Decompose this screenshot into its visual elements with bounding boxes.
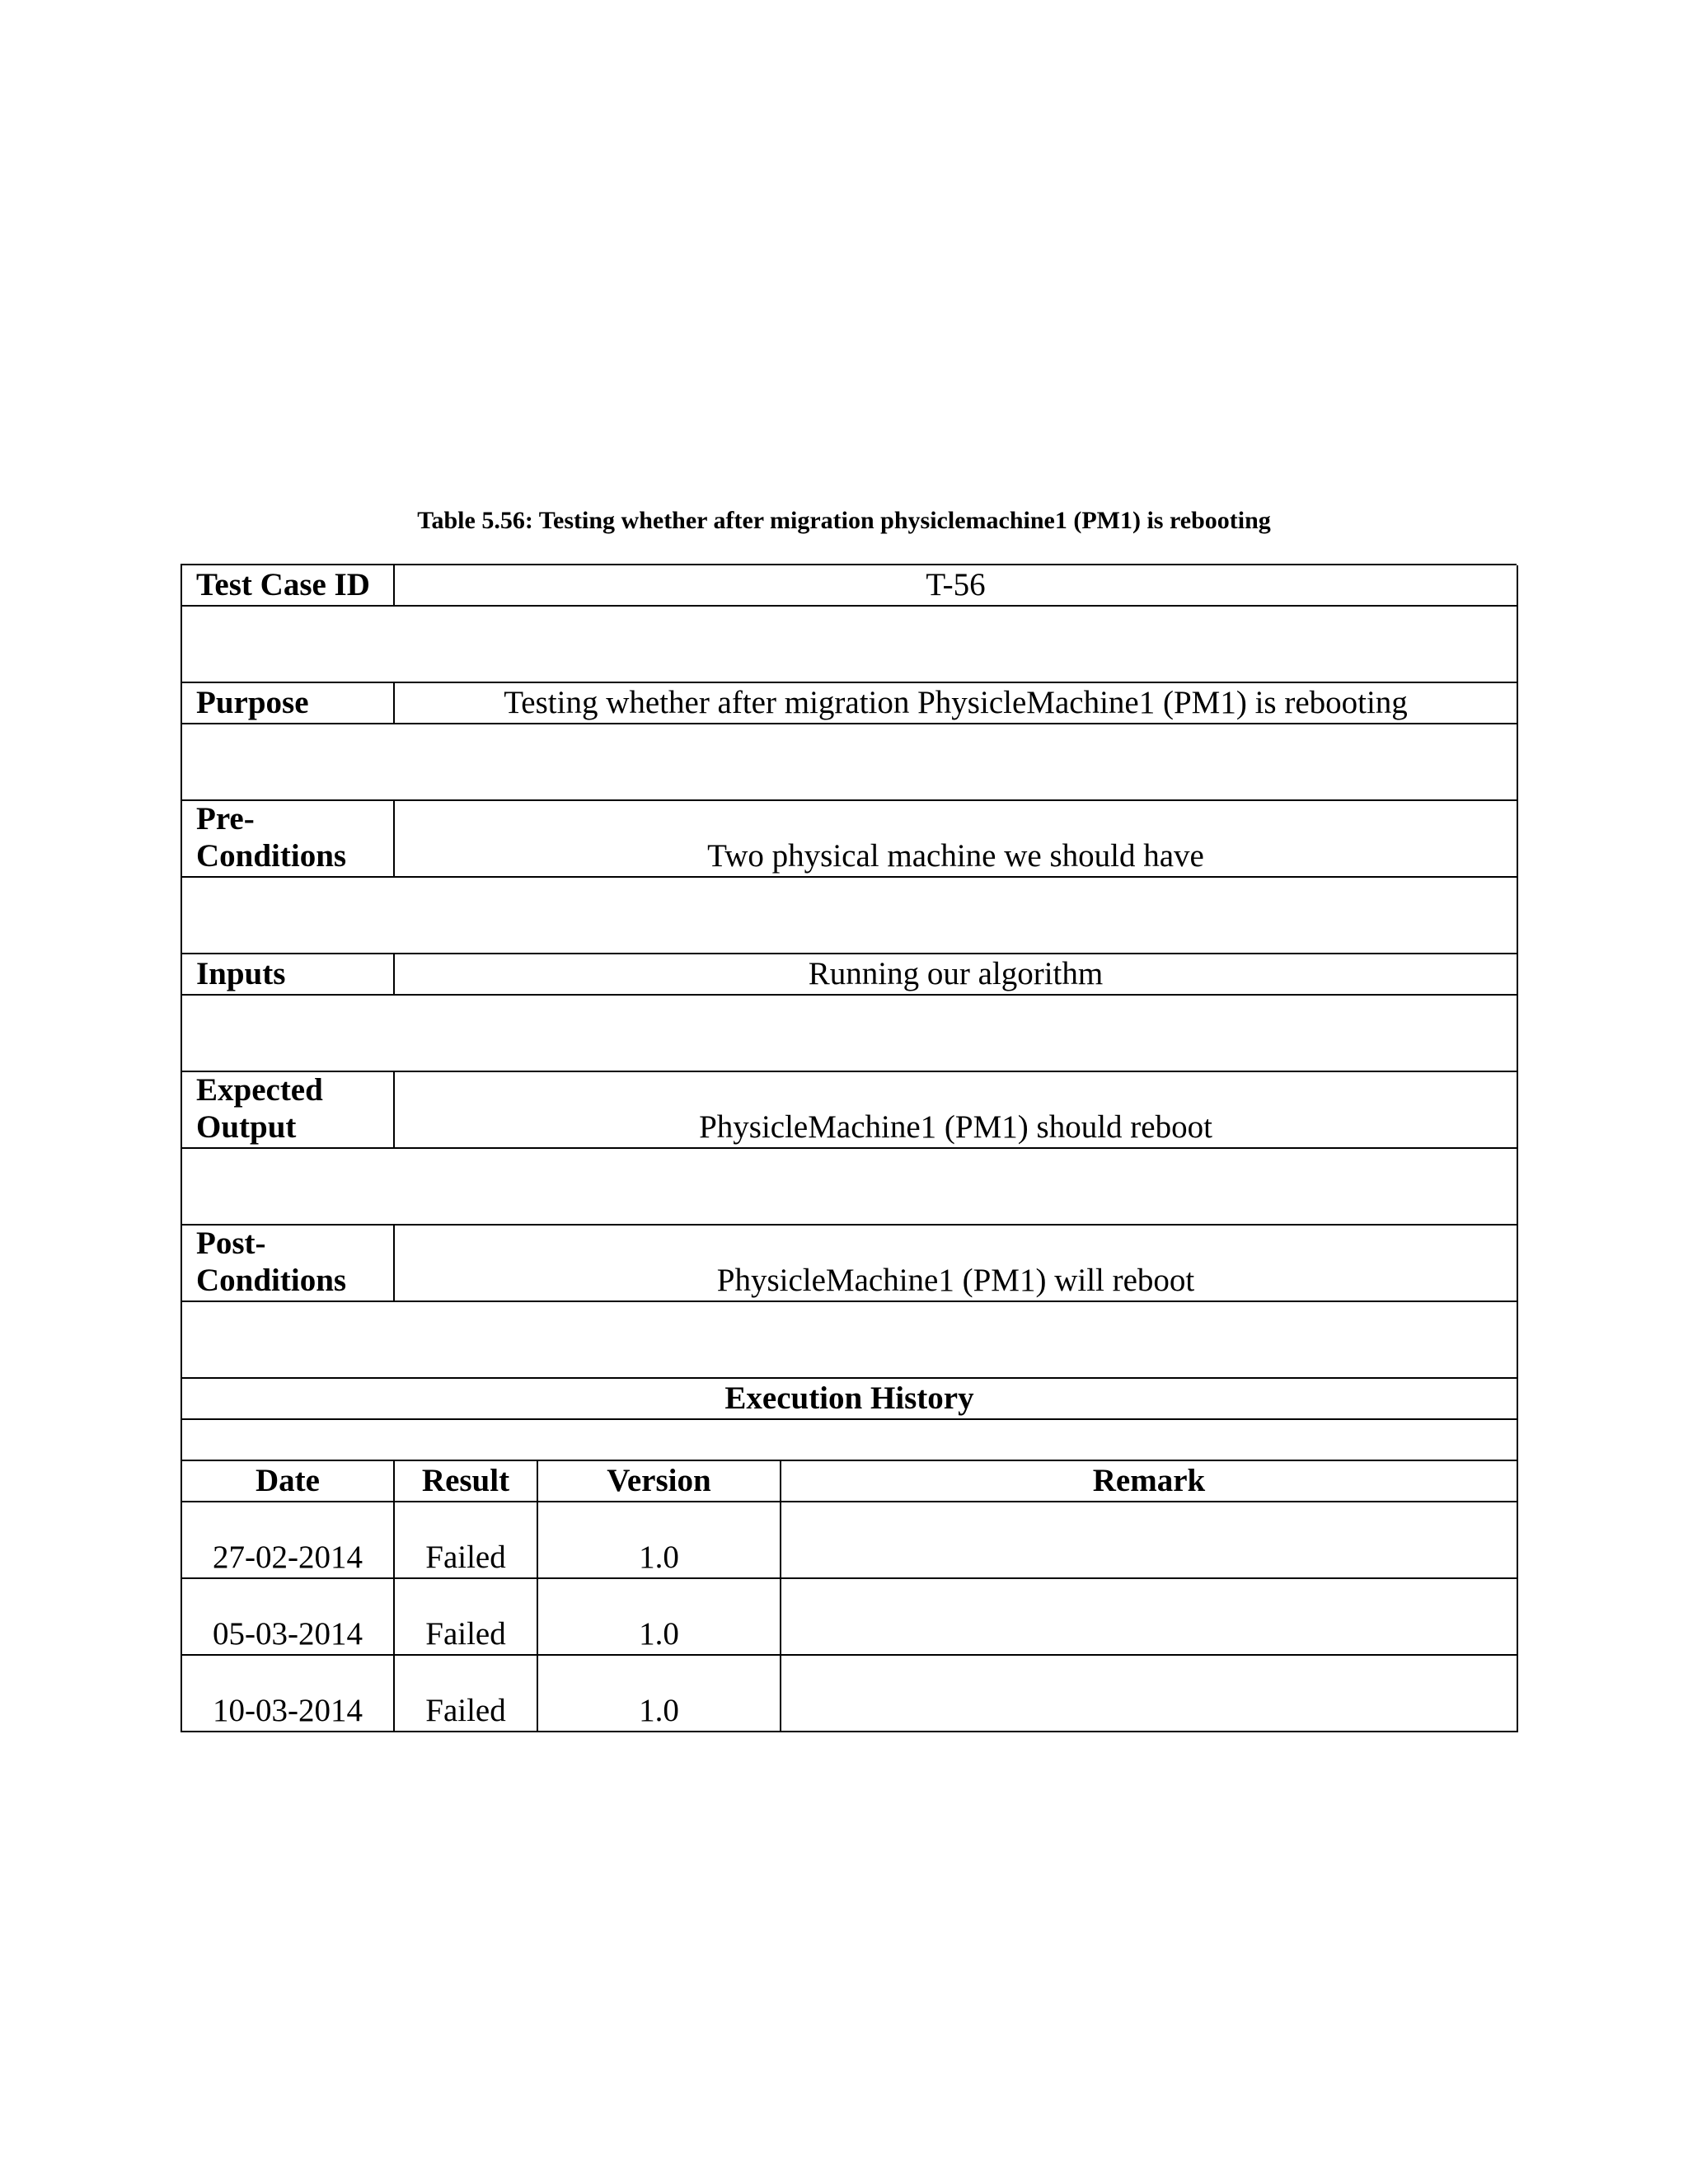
test-case-id-value: T-56	[395, 565, 1518, 607]
purpose-value: Testing whether after migration PhysicleMachine1 (PM1) is rebooting	[395, 683, 1518, 724]
history-remark	[781, 1656, 1518, 1732]
history-date: 27-02-2014	[182, 1502, 395, 1579]
preconditions-label-line2: Conditions	[196, 838, 347, 874]
postconditions-value: PhysicleMachine1 (PM1) will reboot	[395, 1226, 1518, 1302]
spacer-row	[182, 1149, 1518, 1226]
spacer-row	[182, 1420, 1518, 1461]
inputs-label: Inputs	[182, 954, 395, 996]
inputs-value: Running our algorithm	[395, 954, 1518, 996]
history-result: Failed	[395, 1579, 538, 1656]
postconditions-label-line1: Post-	[196, 1226, 266, 1261]
expected-output-label-line2: Output	[196, 1109, 297, 1145]
purpose-label: Purpose	[182, 683, 395, 724]
expected-output-value: PhysicleMachine1 (PM1) should reboot	[395, 1072, 1518, 1149]
test-case-table	[181, 564, 1517, 1732]
history-version: 1.0	[538, 1656, 781, 1732]
preconditions-label	[182, 801, 395, 878]
spacer-row	[182, 878, 1518, 954]
preconditions-value: Two physical machine we should have	[395, 801, 1518, 878]
history-date: 10-03-2014	[182, 1656, 395, 1732]
spacer-row	[182, 607, 1518, 683]
history-remark	[781, 1502, 1518, 1579]
spacer-row	[182, 724, 1518, 801]
history-result: Failed	[395, 1656, 538, 1732]
postconditions-label	[182, 1226, 395, 1302]
expected-output-label	[182, 1072, 395, 1149]
postconditions-label-line2: Conditions	[196, 1263, 347, 1298]
history-date: 05-03-2014	[182, 1579, 395, 1656]
header-result: Result	[395, 1461, 538, 1502]
table-caption: Table 5.56: Testing whether after migration physiclemachine1 (PM1) is rebooting	[417, 507, 1271, 534]
preconditions-label-line1: Pre-	[196, 801, 255, 837]
header-date: Date	[182, 1461, 395, 1502]
header-remark: Remark	[781, 1461, 1518, 1502]
history-result: Failed	[395, 1502, 538, 1579]
history-remark	[781, 1579, 1518, 1656]
header-version: Version	[538, 1461, 781, 1502]
spacer-row	[182, 1302, 1518, 1379]
expected-output-label-line1: Expected	[196, 1072, 323, 1108]
history-version: 1.0	[538, 1579, 781, 1656]
history-version: 1.0	[538, 1502, 781, 1579]
test-case-id-label: Test Case ID	[182, 565, 395, 607]
execution-history-title: Execution History	[182, 1379, 1518, 1420]
spacer-row	[182, 996, 1518, 1072]
